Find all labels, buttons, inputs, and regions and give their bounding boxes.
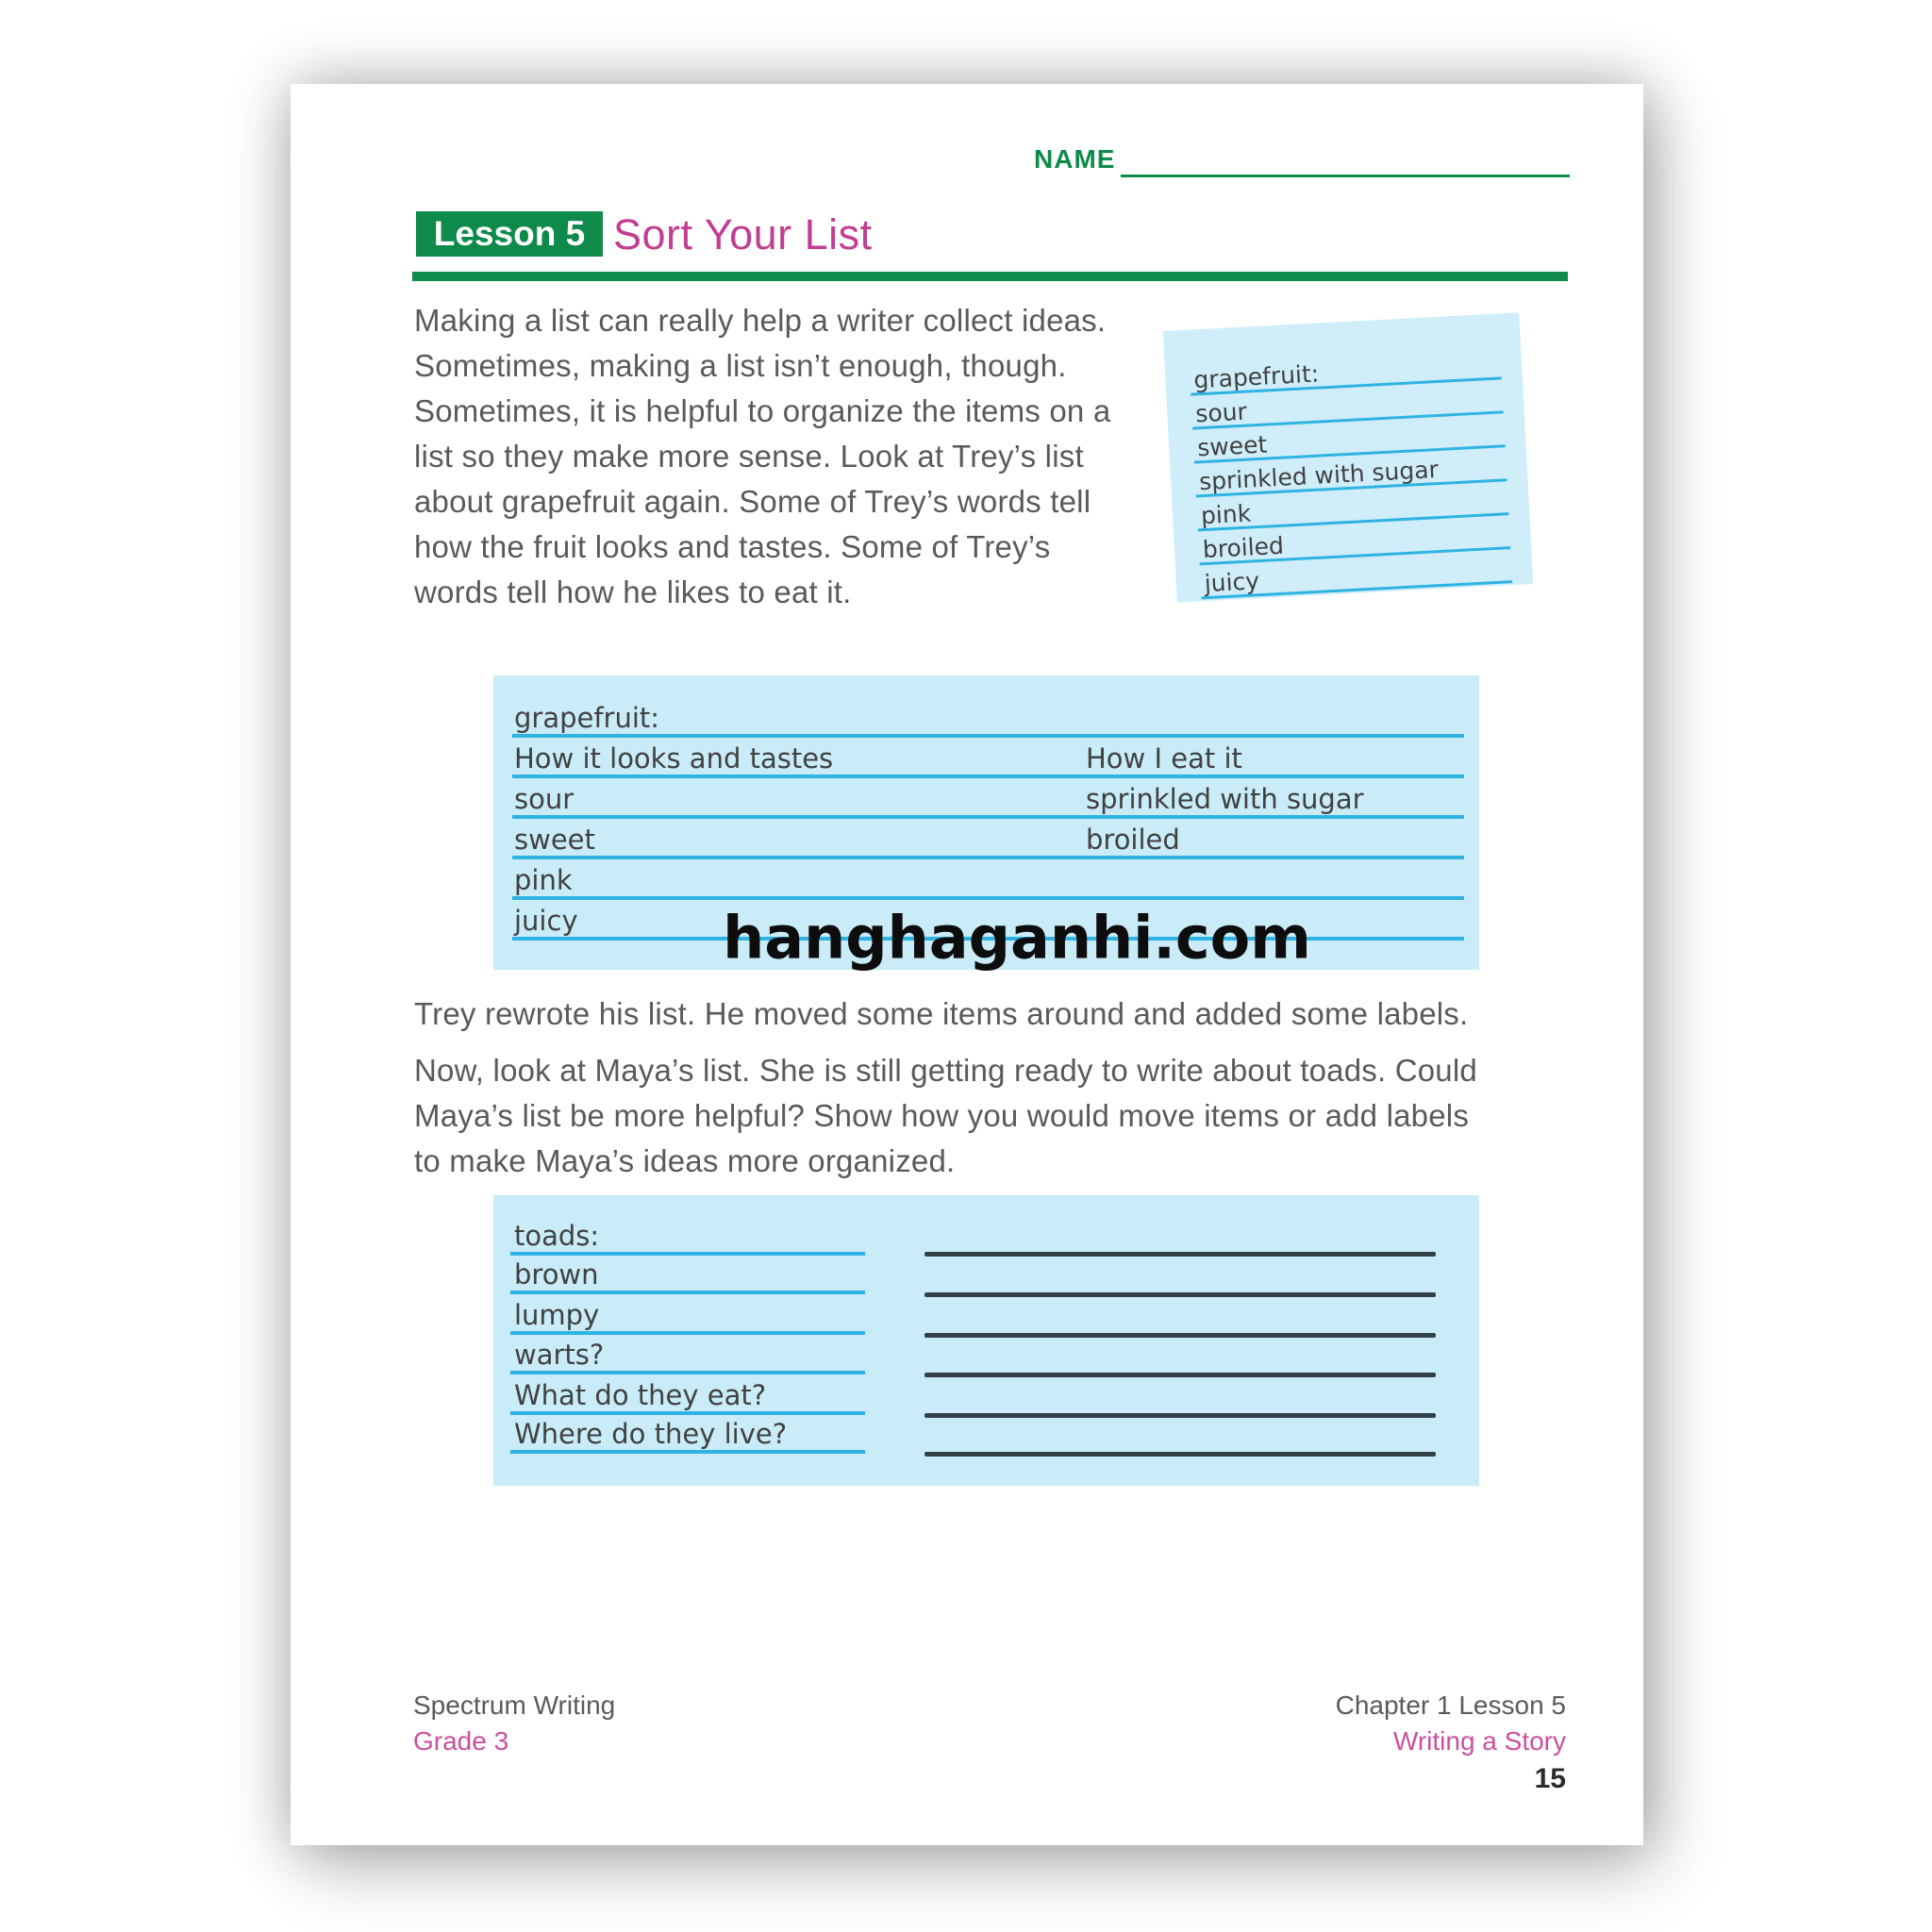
- trey-caption: Trey rewrote his list. He moved some items around and added some labels.: [414, 996, 1469, 1031]
- sorted-list-right: broiled: [1086, 824, 1180, 856]
- footer-series: Spectrum Writing: [413, 1690, 616, 1720]
- maya-list-item: brown: [514, 1258, 599, 1291]
- blank-writing-line: [924, 1292, 1436, 1297]
- blank-writing-line: [924, 1452, 1436, 1457]
- ruled-line: [510, 1371, 865, 1374]
- ruled-line: [510, 1450, 865, 1454]
- maya-list-row: [510, 1295, 865, 1335]
- sorted-list-right: sprinkled with sugar: [1086, 783, 1364, 815]
- lesson-badge: [416, 211, 603, 257]
- maya-paragraph: Now, look at Maya’s list. She is still getting ready to write about toads. Could Maya’s list be more helpful? Show how you would move items or add labels to make Maya’s ideas more organized.: [414, 1053, 1477, 1178]
- maya-list-item: Where do they live?: [514, 1418, 788, 1450]
- sticky-note: [1163, 312, 1534, 602]
- lesson-badge-label: Lesson 5: [433, 214, 586, 253]
- sticky-note-item: sweet: [1196, 430, 1268, 462]
- blank-writing-line: [924, 1373, 1436, 1377]
- maya-list-row: [510, 1335, 865, 1374]
- name-blank-line: [1121, 175, 1570, 177]
- sorted-list-row: [512, 697, 1464, 738]
- sticky-note-item: broiled: [1202, 531, 1285, 564]
- sorted-list-row: [512, 819, 1464, 859]
- footer-chapter: Chapter 1 Lesson 5: [1335, 1690, 1566, 1720]
- footer-section: Writing a Story: [1392, 1726, 1566, 1756]
- maya-list-row: [510, 1375, 865, 1415]
- maya-list-item: toads:: [514, 1220, 600, 1252]
- maya-list-item: What do they eat?: [514, 1379, 767, 1411]
- sticky-note-item: sour: [1194, 397, 1248, 428]
- footer-left: [413, 1688, 615, 1759]
- blank-writing-line: [924, 1333, 1436, 1338]
- sorted-list-left: pink: [514, 864, 573, 896]
- maya-list-item: lumpy: [514, 1299, 600, 1331]
- name-label: NAME: [1034, 144, 1116, 174]
- maya-list-row: [510, 1414, 865, 1454]
- sticky-note-item: pink: [1200, 499, 1252, 530]
- sorted-list-row: [512, 778, 1464, 819]
- maya-list-row: [510, 1216, 865, 1256]
- worksheet-page: [291, 84, 1643, 1845]
- sorted-list-row: [512, 859, 1464, 900]
- sorted-list-left: sour: [514, 783, 575, 815]
- maya-list-item: warts?: [514, 1339, 605, 1371]
- lesson-title: Sort Your List: [613, 210, 873, 258]
- maya-list-box: [493, 1195, 1479, 1486]
- footer-grade: Grade 3: [413, 1726, 509, 1756]
- sticky-note-item: juicy: [1204, 567, 1260, 598]
- blank-writing-line: [924, 1413, 1436, 1418]
- footer-right: [1336, 1688, 1566, 1797]
- sticky-note-item: grapefruit:: [1192, 359, 1320, 394]
- page-number: 15: [1534, 1763, 1566, 1794]
- ruled-line: [510, 1291, 865, 1294]
- sorted-list-right: How I eat it: [1086, 742, 1242, 774]
- sorted-list-left: sweet: [514, 824, 595, 856]
- sorted-list-row: [512, 738, 1464, 778]
- sticky-note-item: sprinkled with sugar: [1198, 456, 1440, 496]
- blank-writing-line: [924, 1252, 1436, 1257]
- sorted-list-left: How it looks and tastes: [514, 742, 834, 774]
- title-rule: [412, 272, 1568, 281]
- sorted-list-left: juicy: [514, 905, 578, 937]
- sorted-list-title: grapefruit:: [514, 702, 660, 734]
- watermark: hanghaganhi.com: [723, 903, 1311, 973]
- maya-list-row: [510, 1255, 865, 1294]
- intro-paragraph: Making a list can really help a writer collect ideas. Sometimes, making a list isn’t enough, though. Sometimes, it is helpful to organize the items on a list so they make more sense. Look at Trey’s list about grapefruit again. Some of Trey’s words tell how the fruit looks and tastes. Some of Trey’s words tell how he likes to eat it.: [414, 303, 1111, 609]
